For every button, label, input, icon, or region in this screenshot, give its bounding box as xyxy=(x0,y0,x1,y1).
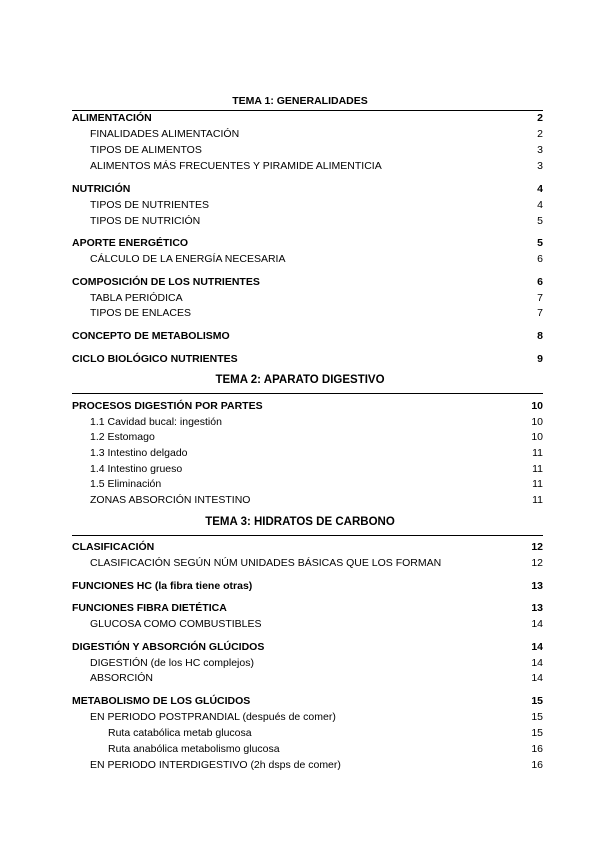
entry-page: 5 xyxy=(537,215,543,227)
section-heading-tema-3: TEMA 3: HIDRATOS DE CARBONO xyxy=(205,516,395,528)
entry-label: 1.5 Eliminación xyxy=(90,478,162,490)
entry-label: NUTRICIÓN xyxy=(72,183,131,195)
entry-label: FUNCIONES FIBRA DIETÉTICA xyxy=(72,602,227,614)
entry-label: EN PERIODO INTERDIGESTIVO (2h dsps de comer) xyxy=(90,759,341,771)
toc-entry[interactable] xyxy=(72,181,543,197)
entry-page: 13 xyxy=(531,602,543,614)
toc-entry[interactable] xyxy=(72,639,543,655)
toc-entry[interactable] xyxy=(72,328,543,344)
section-heading-tema-1: TEMA 1: GENERALIDADES xyxy=(232,95,368,107)
entry-page: 7 xyxy=(537,292,543,304)
toc-entry[interactable] xyxy=(72,461,543,477)
entry-page: 14 xyxy=(531,618,543,630)
entry-page: 11 xyxy=(532,463,543,475)
toc-entry[interactable] xyxy=(72,725,543,741)
entry-label: 1.4 Intestino grueso xyxy=(90,463,183,475)
toc-entry[interactable] xyxy=(72,670,543,686)
entry-label: ALIMENTACIÓN xyxy=(72,112,152,124)
toc-entry[interactable] xyxy=(72,600,543,616)
entry-page: 15 xyxy=(531,711,543,723)
entry-label: CLASIFICACIÓN xyxy=(72,541,155,553)
entry-label: COMPOSICIÓN DE LOS NUTRIENTES xyxy=(72,276,260,288)
entry-label: CICLO BIOLÓGICO NUTRIENTES xyxy=(72,353,238,365)
entry-page: 3 xyxy=(537,144,543,156)
entry-page: 5 xyxy=(537,237,543,249)
toc-entry[interactable] xyxy=(72,693,543,709)
entry-page: 3 xyxy=(537,160,543,172)
toc-entry[interactable] xyxy=(72,429,543,445)
entry-page: 15 xyxy=(531,695,543,707)
entry-label: EN PERIODO POSTPRANDIAL (después de comer) xyxy=(90,711,336,723)
entry-label: TABLA PERIÓDICA xyxy=(90,292,183,304)
entry-page: 11 xyxy=(532,447,543,459)
toc-entry[interactable] xyxy=(72,142,543,158)
entry-page: 9 xyxy=(537,353,543,365)
entry-label: PROCESOS DIGESTIÓN POR PARTES xyxy=(72,400,263,412)
entry-page: 15 xyxy=(531,727,543,739)
entry-page: 14 xyxy=(531,641,543,653)
toc-entry[interactable] xyxy=(72,235,543,251)
toc-entry[interactable] xyxy=(72,555,543,571)
toc-entry[interactable] xyxy=(72,476,543,492)
toc-entry[interactable] xyxy=(72,445,543,461)
entry-label: ALIMENTOS MÁS FRECUENTES Y PIRAMIDE ALIMENTICIA xyxy=(90,160,382,172)
toc-entry[interactable] xyxy=(72,126,543,142)
entry-label: DIGESTIÓN (de los HC complejos) xyxy=(90,657,254,669)
entry-page: 10 xyxy=(531,431,543,443)
entry-label: APORTE ENERGÉTICO xyxy=(72,237,189,249)
toc-entry[interactable] xyxy=(72,305,543,321)
entry-page: 7 xyxy=(537,307,543,319)
entry-page: 6 xyxy=(537,276,543,288)
entry-label: TIPOS DE NUTRICIÓN xyxy=(90,215,201,227)
entry-page: 10 xyxy=(531,400,543,412)
entry-label: Ruta catabólica metab glucosa xyxy=(108,727,252,739)
entry-page: 11 xyxy=(532,494,543,506)
toc-entry[interactable] xyxy=(72,110,543,126)
toc-entry[interactable] xyxy=(72,213,543,229)
entry-page: 4 xyxy=(537,183,543,195)
section-heading-tema-2: TEMA 2: APARATO DIGESTIVO xyxy=(215,374,385,386)
toc-entry[interactable] xyxy=(72,414,543,430)
entry-page: 13 xyxy=(531,580,543,592)
toc-entry[interactable] xyxy=(72,757,543,773)
toc-entry[interactable] xyxy=(72,539,543,555)
entry-label: Ruta anabólica metabolismo glucosa xyxy=(108,743,280,755)
entry-page: 12 xyxy=(531,557,543,569)
entry-label: CÁLCULO DE LA ENERGÍA NECESARIA xyxy=(90,253,286,265)
toc-entry[interactable] xyxy=(72,251,543,267)
entry-label: DIGESTIÓN Y ABSORCIÓN GLÚCIDOS xyxy=(72,641,265,653)
entry-label: CLASIFICACIÓN SEGÚN NÚM UNIDADES BÁSICAS QUE LOS FORMAN xyxy=(90,557,442,569)
entry-page: 11 xyxy=(532,478,543,490)
entry-page: 4 xyxy=(537,199,543,211)
entry-page: 2 xyxy=(537,128,543,140)
entry-label: FINALIDADES ALIMENTACIÓN xyxy=(90,128,240,140)
toc-entry[interactable] xyxy=(72,398,543,414)
toc-entry[interactable] xyxy=(72,492,543,508)
toc-entry[interactable] xyxy=(72,578,543,594)
entry-label: 1.1 Cavidad bucal: ingestión xyxy=(90,416,222,428)
entry-label: CONCEPTO DE METABOLISMO xyxy=(72,330,230,342)
entry-page: 16 xyxy=(531,743,543,755)
toc-entry[interactable] xyxy=(72,197,543,213)
entry-page: 2 xyxy=(537,112,543,124)
divider xyxy=(72,535,543,536)
entry-label: TIPOS DE ALIMENTOS xyxy=(90,144,202,156)
entry-label: 1.2 Estomago xyxy=(90,431,155,443)
toc-entry[interactable] xyxy=(72,741,543,757)
toc-entry[interactable] xyxy=(72,709,543,725)
toc-entry[interactable] xyxy=(72,616,543,632)
entry-label: ZONAS ABSORCIÓN INTESTINO xyxy=(90,494,251,506)
entry-page: 12 xyxy=(531,541,543,553)
toc-entry[interactable] xyxy=(72,274,543,290)
entry-label: FUNCIONES HC (la fibra tiene otras) xyxy=(72,580,253,592)
entry-label: 1.3 Intestino delgado xyxy=(90,447,188,459)
entry-label: METABOLISMO DE LOS GLÚCIDOS xyxy=(72,695,251,707)
entry-page: 6 xyxy=(537,253,543,265)
entry-label: GLUCOSA COMO COMBUSTIBLES xyxy=(90,618,262,630)
entry-page: 16 xyxy=(531,759,543,771)
entry-label: ABSORCIÓN xyxy=(90,672,154,684)
toc-entry[interactable] xyxy=(72,655,543,671)
toc-entry[interactable] xyxy=(72,351,543,367)
entry-page: 14 xyxy=(531,657,543,669)
toc-entry[interactable] xyxy=(72,158,543,174)
entry-page: 8 xyxy=(537,330,543,342)
entry-label: TIPOS DE NUTRIENTES xyxy=(90,199,210,211)
entry-page: 10 xyxy=(531,416,543,428)
toc-entry[interactable] xyxy=(72,290,543,306)
entry-label: TIPOS DE ENLACES xyxy=(90,307,191,319)
divider xyxy=(72,393,543,394)
entry-page: 14 xyxy=(531,672,543,684)
